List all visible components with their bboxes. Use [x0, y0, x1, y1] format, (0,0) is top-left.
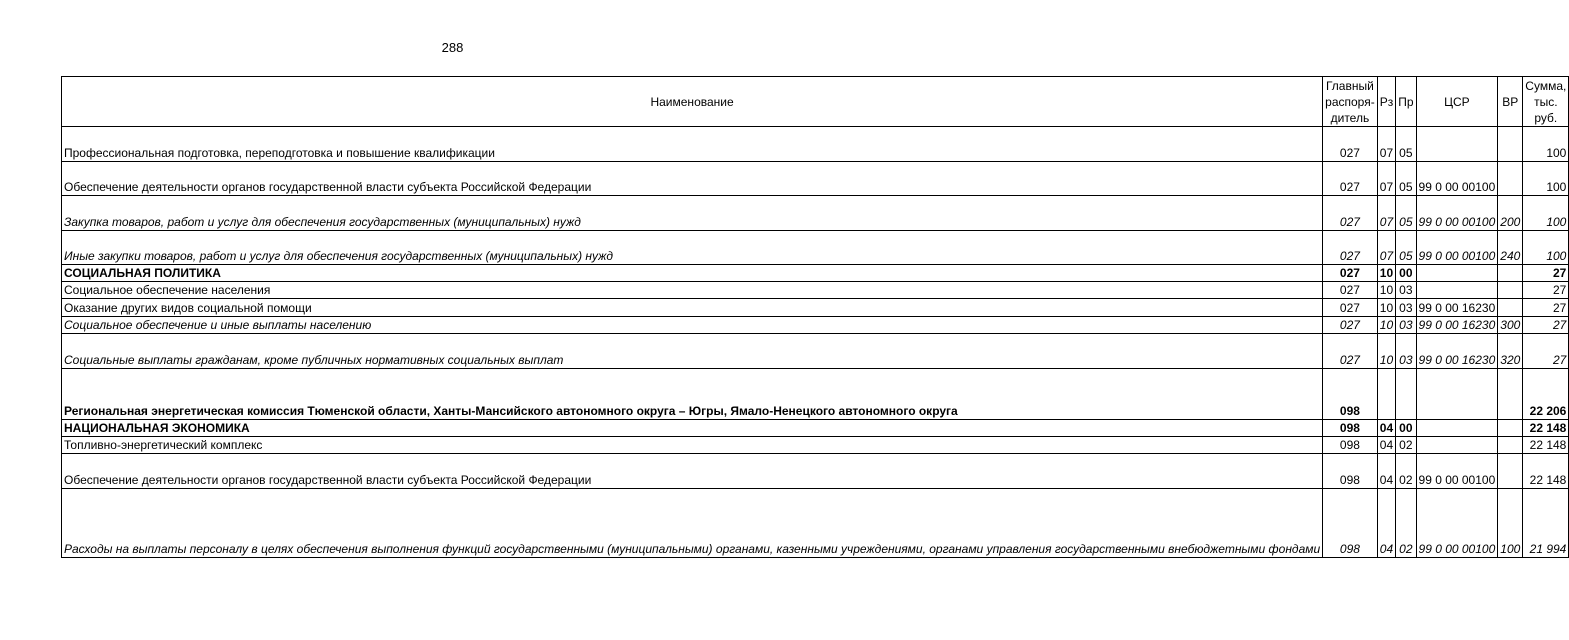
header-pr: Пр — [1396, 77, 1416, 127]
page-number: 288 — [441, 40, 464, 55]
row-name: Обеспечение деятельности органов государственной власти субъекта Российской Федерации — [62, 162, 1323, 196]
header-vr: ВР — [1498, 77, 1523, 127]
row-pr: 05 — [1396, 196, 1416, 231]
table-row — [62, 420, 1569, 437]
row-summa: 21 994 — [1523, 489, 1569, 558]
header-rz: Рз — [1377, 77, 1396, 127]
header-glavny: Главный распоря-дитель — [1323, 77, 1378, 127]
row-glavny: 098 — [1323, 454, 1378, 489]
header-name: Наименование — [62, 77, 1323, 127]
row-rz: 10 — [1377, 299, 1396, 317]
table-row — [62, 162, 1569, 196]
row-summa: 22 206 — [1523, 369, 1569, 420]
row-glavny: 027 — [1323, 282, 1378, 299]
row-pr: 00 — [1396, 420, 1416, 437]
table-row — [62, 437, 1569, 454]
row-name: СОЦИАЛЬНАЯ ПОЛИТИКА — [62, 265, 1323, 282]
row-csr: 99 0 00 00100 — [1416, 489, 1498, 558]
table-row — [62, 454, 1569, 489]
row-glavny: 027 — [1323, 162, 1378, 196]
row-summa: 22 148 — [1523, 454, 1569, 489]
row-rz: 07 — [1377, 196, 1396, 231]
row-vr — [1498, 265, 1523, 282]
table-row — [62, 489, 1569, 558]
row-vr — [1498, 299, 1523, 317]
row-name: Социальное обеспечение и иные выплаты населению — [62, 317, 1323, 334]
row-name: Расходы на выплаты персоналу в целях обеспечения выполнения функций государственными (муниципальными) органами, казенными учреждениями, органами управления государственными внебюджетными фондами — [62, 489, 1323, 558]
row-vr — [1498, 162, 1523, 196]
row-csr: 99 0 00 00100 — [1416, 231, 1498, 265]
row-csr: 99 0 00 16230 — [1416, 334, 1498, 369]
table-row — [62, 265, 1569, 282]
row-name: НАЦИОНАЛЬНАЯ ЭКОНОМИКА — [62, 420, 1323, 437]
row-summa: 100 — [1523, 231, 1569, 265]
row-csr — [1416, 369, 1498, 420]
row-summa: 22 148 — [1523, 437, 1569, 454]
row-glavny: 098 — [1323, 369, 1378, 420]
row-pr: 03 — [1396, 317, 1416, 334]
header-summa: Сумма, тыс. руб. — [1523, 77, 1569, 127]
table-row — [62, 282, 1569, 299]
row-csr: 99 0 00 00100 — [1416, 162, 1498, 196]
row-glavny: 098 — [1323, 420, 1378, 437]
row-csr: 99 0 00 16230 — [1416, 299, 1498, 317]
row-rz: 07 — [1377, 127, 1396, 162]
row-rz: 04 — [1377, 437, 1396, 454]
row-vr: 100 — [1498, 489, 1523, 558]
row-glavny: 027 — [1323, 334, 1378, 369]
row-name: Обеспечение деятельности органов государственной власти субъекта Российской Федерации — [62, 454, 1323, 489]
row-pr: 05 — [1396, 127, 1416, 162]
row-csr — [1416, 127, 1498, 162]
table-row — [62, 317, 1569, 334]
row-rz: 07 — [1377, 162, 1396, 196]
row-summa: 100 — [1523, 127, 1569, 162]
row-summa: 100 — [1523, 162, 1569, 196]
row-vr — [1498, 420, 1523, 437]
row-glavny: 098 — [1323, 489, 1378, 558]
table-row — [62, 299, 1569, 317]
row-rz: 10 — [1377, 282, 1396, 299]
row-glavny: 027 — [1323, 299, 1378, 317]
table-row — [62, 231, 1569, 265]
row-csr — [1416, 437, 1498, 454]
row-pr: 02 — [1396, 454, 1416, 489]
row-glavny: 027 — [1323, 265, 1378, 282]
row-csr: 99 0 00 16230 — [1416, 317, 1498, 334]
row-name: Профессиональная подготовка, переподготовка и повышение квалификации — [62, 127, 1323, 162]
row-vr — [1498, 127, 1523, 162]
table-row — [62, 369, 1569, 420]
row-vr: 320 — [1498, 334, 1523, 369]
row-name: Закупка товаров, работ и услуг для обеспечения государственных (муниципальных) нужд — [62, 196, 1323, 231]
row-vr — [1498, 282, 1523, 299]
row-rz — [1377, 369, 1396, 420]
row-rz: 10 — [1377, 334, 1396, 369]
row-pr: 05 — [1396, 162, 1416, 196]
row-summa: 27 — [1523, 317, 1569, 334]
row-csr: 99 0 00 00100 — [1416, 196, 1498, 231]
row-vr: 240 — [1498, 231, 1523, 265]
row-csr — [1416, 282, 1498, 299]
row-pr: 05 — [1396, 231, 1416, 265]
row-summa: 27 — [1523, 334, 1569, 369]
row-rz: 04 — [1377, 489, 1396, 558]
row-csr: 99 0 00 00100 — [1416, 454, 1498, 489]
row-glavny: 027 — [1323, 231, 1378, 265]
row-rz: 07 — [1377, 231, 1396, 265]
row-name: Топливно-энергетический комплекс — [62, 437, 1323, 454]
row-rz: 04 — [1377, 454, 1396, 489]
table-row — [62, 196, 1569, 231]
row-vr: 200 — [1498, 196, 1523, 231]
row-vr — [1498, 369, 1523, 420]
row-vr: 300 — [1498, 317, 1523, 334]
row-rz: 10 — [1377, 265, 1396, 282]
row-pr: 03 — [1396, 334, 1416, 369]
budget-table — [61, 76, 1569, 558]
row-summa: 27 — [1523, 299, 1569, 317]
row-glavny: 027 — [1323, 127, 1378, 162]
row-pr: 03 — [1396, 299, 1416, 317]
row-glavny: 098 — [1323, 437, 1378, 454]
row-csr — [1416, 265, 1498, 282]
row-pr: 03 — [1396, 282, 1416, 299]
row-vr — [1498, 454, 1523, 489]
row-summa: 27 — [1523, 265, 1569, 282]
row-pr: 02 — [1396, 489, 1416, 558]
row-name: Социальное обеспечение населения — [62, 282, 1323, 299]
row-summa: 100 — [1523, 196, 1569, 231]
row-glavny: 027 — [1323, 317, 1378, 334]
row-glavny: 027 — [1323, 196, 1378, 231]
row-rz: 10 — [1377, 317, 1396, 334]
row-summa: 27 — [1523, 282, 1569, 299]
row-name: Оказание других видов социальной помощи — [62, 299, 1323, 317]
row-summa: 22 148 — [1523, 420, 1569, 437]
row-vr — [1498, 437, 1523, 454]
table-row — [62, 334, 1569, 369]
row-name: Иные закупки товаров, работ и услуг для обеспечения государственных (муниципальных) нужд — [62, 231, 1323, 265]
row-pr — [1396, 369, 1416, 420]
header-csr: ЦСР — [1416, 77, 1498, 127]
row-name: Региональная энергетическая комиссия Тюменской области, Ханты-Мансийского автономного округа – Югры, Ямало-Ненецкого автономного округа — [62, 369, 1323, 420]
header-row — [62, 77, 1569, 127]
table-row — [62, 127, 1569, 162]
row-pr: 02 — [1396, 437, 1416, 454]
row-pr: 00 — [1396, 265, 1416, 282]
row-name: Социальные выплаты гражданам, кроме публичных нормативных социальных выплат — [62, 334, 1323, 369]
row-rz: 04 — [1377, 420, 1396, 437]
row-csr — [1416, 420, 1498, 437]
